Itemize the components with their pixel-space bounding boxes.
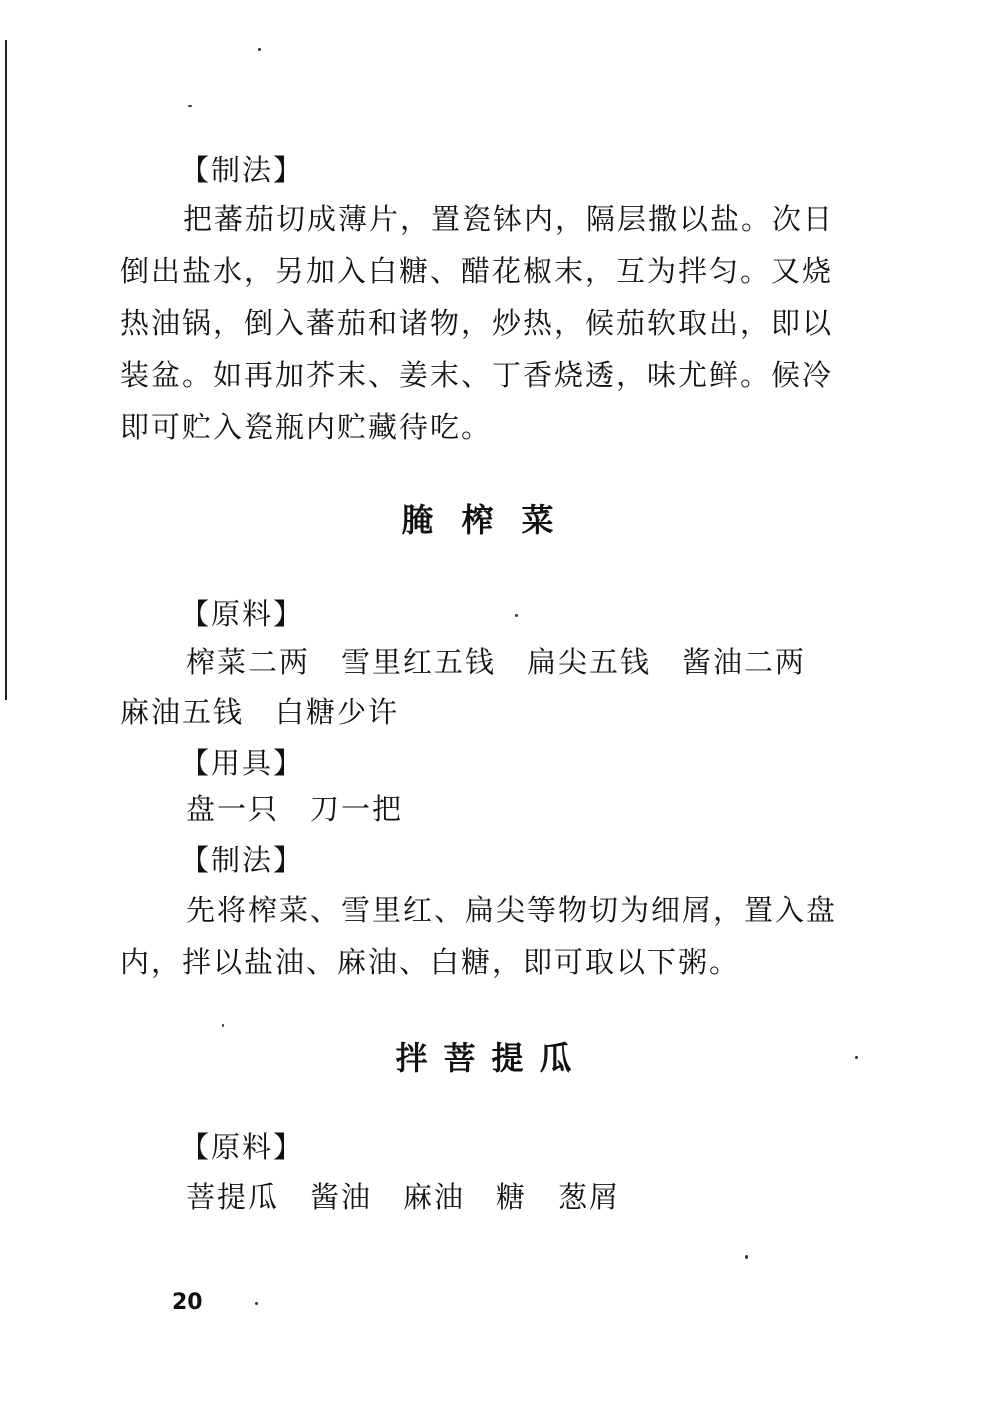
ingredients-line: 菩提瓜 酱油 麻油 糖 葱屑 xyxy=(186,1180,621,1214)
method-line: 内，拌以盐油、麻油、白糖，即可取以下粥。 xyxy=(120,945,741,979)
method-line: 倒出盐水，另加入白糖、醋花椒末，互为拌匀。又烧 xyxy=(120,254,834,288)
method-label: 【制法】 xyxy=(180,153,305,187)
scan-speck xyxy=(515,614,518,617)
scan-speck xyxy=(222,1024,224,1027)
scan-speck xyxy=(258,48,261,51)
method-line: 装盆。如再加芥末、姜末、丁香烧透，味尤鲜。候冷 xyxy=(120,358,834,392)
scan-speck xyxy=(745,1255,748,1259)
method-line: 先将榨菜、雪里红、扁尖等物切为细屑，置入盘 xyxy=(186,893,838,927)
method-line: 即可贮入瓷瓶内贮藏待吃。 xyxy=(120,410,493,444)
recipe-title: 腌榨菜 xyxy=(401,501,582,539)
ingredients-label: 【原料】 xyxy=(180,1130,305,1164)
page-number: 20 xyxy=(172,1290,203,1315)
ingredients-label: 【原料】 xyxy=(180,597,305,631)
ingredients-line: 榨菜二两 雪里红五钱 扁尖五钱 酱油二两 xyxy=(186,645,807,679)
scan-speck xyxy=(188,105,192,107)
tools-label: 【用具】 xyxy=(180,746,305,780)
scan-speck xyxy=(255,1302,258,1305)
method-line: 热油锅，倒入蕃茄和诸物，炒热，候茄软取出，即以 xyxy=(120,306,834,340)
method-line: 把蕃茄切成薄片，置瓷钵内，隔层撒以盐。次日 xyxy=(183,202,835,236)
recipe-title: 拌菩提瓜 xyxy=(395,1039,588,1077)
ingredients-line: 麻油五钱 白糖少许 xyxy=(120,695,400,729)
method-label: 【制法】 xyxy=(180,843,305,877)
tools-line: 盘一只 刀一把 xyxy=(186,792,404,826)
binding-edge-line xyxy=(5,40,7,700)
